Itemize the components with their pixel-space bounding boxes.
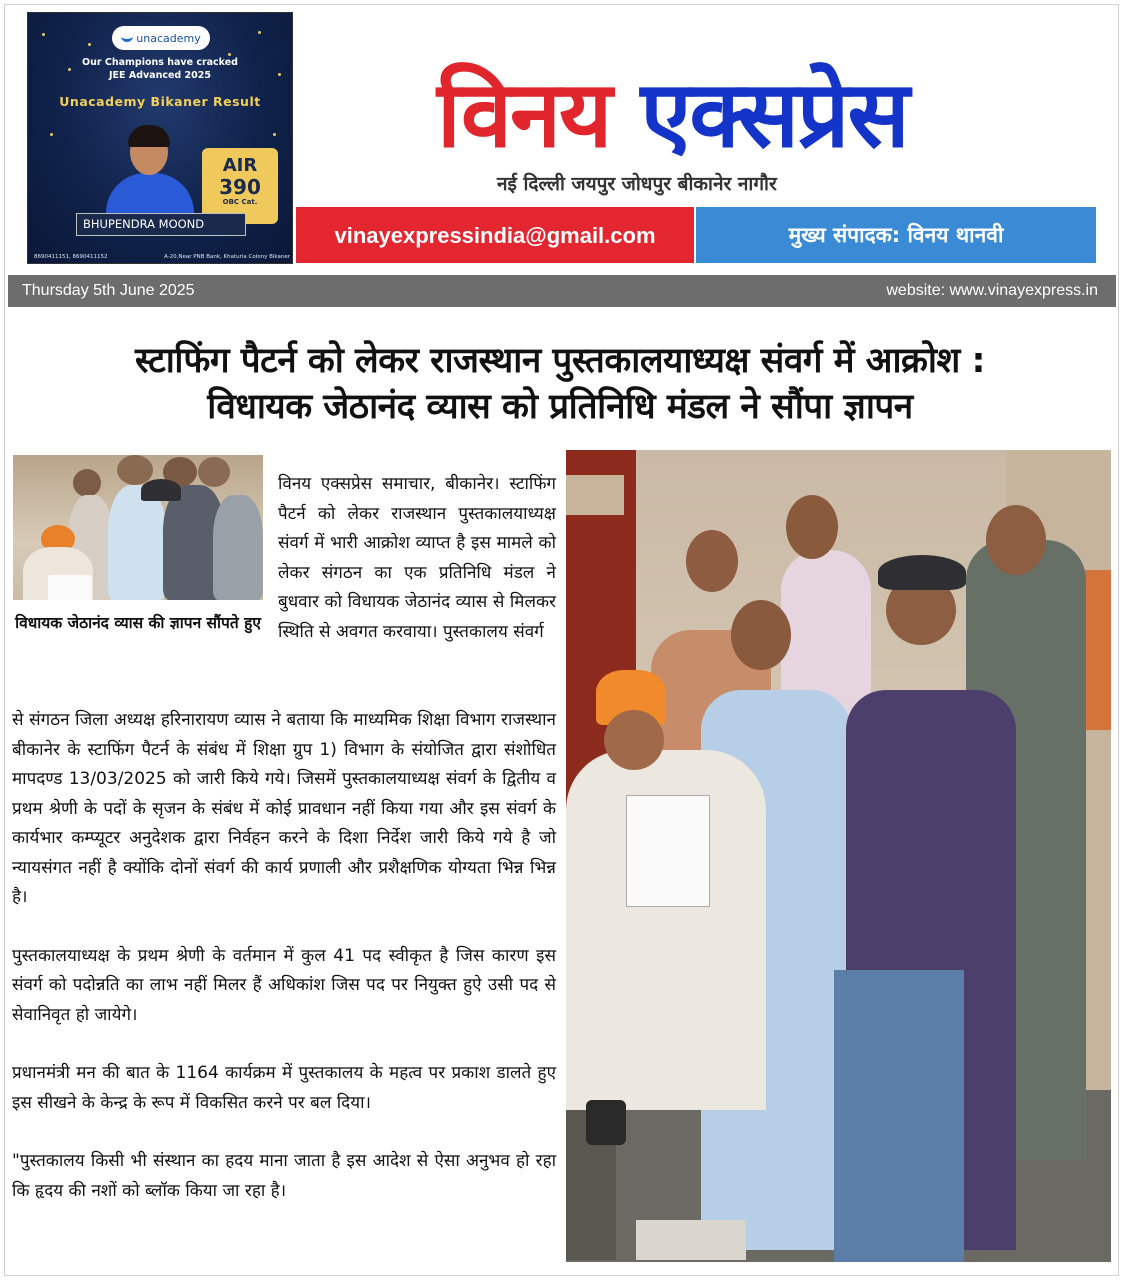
ad-result-title: Unacademy Bikaner Result bbox=[59, 94, 261, 109]
headline-line-2: विधायक जेठानंद व्यास को प्रतिनिधि मंडल ने सौंपा ज्ञापन bbox=[207, 387, 913, 427]
edition-cities: नई दिल्ली जयपुर जोधपुर बीकानेर नागौर bbox=[497, 173, 777, 195]
newspaper-title bbox=[437, 52, 957, 177]
ad-footer bbox=[34, 254, 290, 260]
dateline-bar bbox=[8, 275, 1116, 307]
title-part-blue: एक्सप्रेस bbox=[640, 61, 908, 168]
website-link[interactable]: website: www.vinayexpress.in bbox=[886, 282, 1098, 299]
unacademy-logo bbox=[112, 26, 210, 50]
article-body-wide bbox=[12, 706, 556, 1235]
small-photo bbox=[13, 455, 263, 600]
ad-headline-line2: JEE Advanced 2025 bbox=[109, 70, 211, 81]
student-photo bbox=[98, 123, 198, 217]
rank-value: 390 bbox=[219, 175, 261, 199]
article-paragraph-1-continued: से संगठन जिला अध्यक्ष हरिनारायण व्यास ने बताया कि माध्यमिक शिक्षा विभाग राजस्थान बीकानेर के स्टाफिंग पैटर्न के संबंध में शिक्षा ग्रुप 1) विभाग के संयोजित द्वारा संशोधित मापदण्ड 13/03/2025 को जारी किये गये। जिसमें पुस्तकालयाध्यक्ष संवर्ग के द्वितीय व प्रथम श्रेणी के पदों के सृजन के संबंध में कोई प्रावधान नहीं किया गया और इस संवर्ग के कार्यभार कम्प्यूटर अनुदेशक द्वारा निर्वहन करने के दिशा निर्देश जारी किये गये है जो न्यायसंगत नहीं है क्योंकि दोनों संवर्ग की कार्य प्रणाली और प्रशैक्षणिक योग्यता भिन्न भिन्न है। bbox=[12, 710, 556, 907]
rank-category: OBC Cat. bbox=[222, 198, 258, 206]
article-headline bbox=[10, 338, 1110, 430]
advertisement-banner[interactable] bbox=[27, 12, 293, 264]
main-photo bbox=[566, 450, 1111, 1262]
ad-headline-line1: Our Champions have cracked bbox=[82, 57, 238, 68]
email-bar[interactable]: vinayexpressindia@gmail.com bbox=[296, 207, 694, 263]
article-paragraph-2: पुस्तकालयाध्यक्ष के प्रथम श्रेणी के वर्तमान में कुल 41 पद स्वीकृत है जिस कारण इस संवर्ग को पदोन्नति का लाभ नहीं मिलर हैं अधिकांश जिस पद पर नियुक्त हुऐ उसी पद से सेवानिवृत हो जायेगे। bbox=[12, 945, 556, 1025]
headline-line-1: स्टाफिंग पैटर्न को लेकर राजस्थान पुस्तकालयाध्यक्ष संवर्ग में आक्रोश : bbox=[135, 341, 985, 381]
unacademy-logo-icon bbox=[121, 34, 133, 42]
ad-address: A-20,Near PNB Bank, Khaturia Colony Bikaner bbox=[163, 254, 290, 260]
ad-brand: unacademy bbox=[136, 31, 201, 45]
student-name: BHUPENDRA MOOND bbox=[76, 213, 246, 236]
chief-editor-bar: मुख्य संपादक: विनय थानवी bbox=[696, 207, 1096, 263]
ad-phones: 8690411151, 8690411152 bbox=[34, 254, 108, 260]
photo-caption: विधायक जेठानंद व्यास की ज्ञापन सौंपते हुए bbox=[15, 614, 261, 632]
publication-date: Thursday 5th June 2025 bbox=[22, 282, 195, 299]
article-paragraph-1-narrow: विनय एक्सप्रेस समाचार, बीकानेर। स्टाफिंग पैटर्न को लेकर राजस्थान पुस्तकालयाध्यक्ष संवर्ग में भारी आक्रोश व्याप्त है इस मामले को लेकर संगठन का एक प्रतिनिधि मंडल ने बुधवार को विधायक जेठानंद व्यास से मिलकर स्थिति से अवगत करवाया। पुस्तकालय संवर्ग bbox=[278, 474, 556, 642]
article-paragraph-4: "पुस्तकालय किसी भी संस्थान का हदय माना जाता है इस आदेश से ऐसा अनुभव हो रहा कि हृदय की नशों को ब्लॉक किया जा रहा है। bbox=[12, 1151, 556, 1201]
article-paragraph-3: प्रधानमंत्री मन की बात के 1164 कार्यक्रम में पुस्तकालय के महत्व पर प्रकाश डालते हुए इस सीखने के केन्द्र के रूप में विकसित करने पर बल दिया। bbox=[12, 1063, 556, 1113]
rank-label: AIR bbox=[222, 155, 258, 176]
title-part-red: विनय bbox=[437, 61, 611, 168]
